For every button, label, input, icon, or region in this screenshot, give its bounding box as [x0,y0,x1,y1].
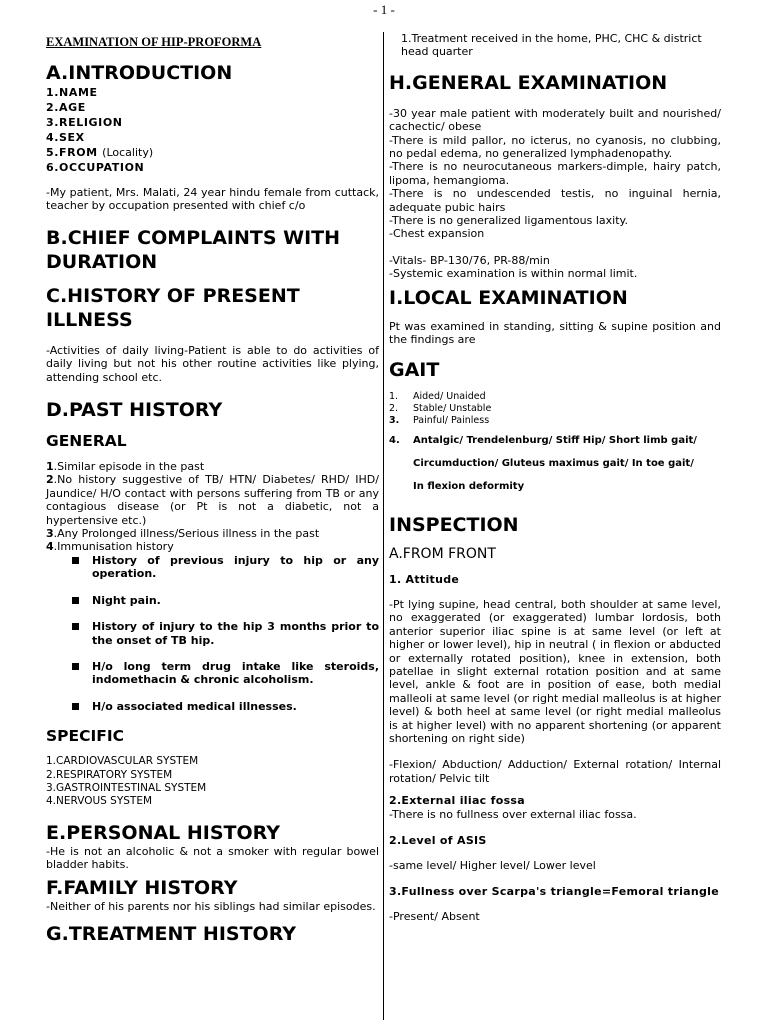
intro-item: 3.RELIGION [46,116,123,129]
gait-item: 1. Aided/ Unaided [389,390,486,402]
external-iliac-fossa-heading: 2.External iliac fossa [389,794,525,808]
exam-line: -30 year male patient with moderately built and nourished/ cachectic/ obese [389,106,721,134]
left-column [46,30,379,946]
intro-item: 4.SEX [46,131,85,144]
gait-list [389,391,721,427]
specific-item: 2.RESPIRATORY SYSTEM [46,768,173,781]
specific-item: 4.NERVOUS SYSTEM [46,795,153,808]
external-iliac-fossa-text: -There is no fullness over external iliac fossa. [389,807,637,821]
exam-line: -There is no neurocutaneous markers-dimple, hairy patch, lipoma, hemangioma. [389,160,721,187]
personal-history-text: -He is not an alcoholic & not a smoker with regular bowel bladder habits. [46,844,379,872]
present-illness-text: -Activities of daily living-Patient is able to do activities of daily living but not his other routine activities like plying, attending school etc. [46,343,379,384]
scarpa-triangle-text: -Present/ Absent [389,910,480,924]
attitude-text: -Pt lying supine, head central, both shoulder at same level, no exaggerated (or exaggerated) lumbar lordosis, both anterior superior iliac spine is at same level (or left at higher or lower level), hip in neutral ( in flexion or abducted or externally rotated position), knee in extension, both patellae in slight external rotation position and at same level, ankle & foot are in position of ease, both medial malleoli at same level (or right medial malleolus is at higher level) & both heel at same level (or right medial malleolus is at higher level) with no apparent shortening (or apparent shortening on right side) [389,597,721,745]
general-exam-lines [389,107,721,241]
square-bullet-icon [72,703,79,710]
general-item: 2.No history suggestive of TB/ HTN/ Diabetes/ RHD/ IHD/ Jaundice/ H/O contact with persons suffering from TB or any contagious disease (or Pt is not a diabetic, not a hypertensive etc.) [46,473,379,527]
vitals-text: -Vitals- BP-130/76, PR-88/min [389,253,550,267]
bullet-item: H/o long term drug intake like steroids, indomethacin & chronic alcoholism. [68,660,379,687]
square-bullet-icon [72,557,79,564]
bullet-item: H/o associated medical illnesses. [68,700,379,713]
exam-line: -There is mild pallor, no icterus, no cyanosis, no clubbing, no pedal edema, no generalized lymphadenopathy. [389,133,721,161]
scarpa-triangle-heading: 3.Fullness over Scarpa's triangle=Femoral triangle [389,884,719,898]
general-heading: GENERAL [46,432,127,451]
chief-complaints-heading: B.CHIEF COMPLAINTS WITH DURATION [46,226,341,273]
intro-text: -My patient, Mrs. Malati, 24 year hindu female from cuttack, teacher by occupation presented with chief c/o [46,186,379,213]
personal-history-heading: E.PERSONAL HISTORY [46,821,281,844]
local-examination-heading: I.LOCAL EXAMINATION [389,286,628,309]
treatment-history-heading: G.TREATMENT HISTORY [46,922,297,945]
family-history-heading: F.FAMILY HISTORY [46,876,238,899]
treatment-received-text: 1.Treatment received in the home, PHC, CHC & district head quarter [401,32,702,59]
history-bullet-list [46,554,379,713]
exam-line: -There is no generalized ligamentous laxity. [389,214,628,228]
right-column [389,30,721,924]
from-note: (Locality) [102,146,154,159]
gait-item: 3. Painful/ Painless [389,414,490,426]
intro-item: 6.OCCUPATION [46,161,145,174]
exam-line: -There is no undescended testis, no inguinal hernia, adequate pubic hairs [389,187,721,214]
gait-heading: GAIT [389,358,440,381]
square-bullet-icon [72,623,79,630]
gait-item-4: 4. Antalgic/ Trendelenburg/ Stiff Hip/ Short limb gait/ Circumduction/ Gluteus maximus gait/ In toe gait/ In flexion deformity [389,434,697,492]
specific-item: 1.CARDIOVASCULAR SYSTEM [46,755,199,768]
intro-item: 2.AGE [46,101,86,114]
introduction-heading: A.INTRODUCTION [46,62,233,84]
general-item: 1.Similar episode in the past [46,460,205,474]
intro-item: 1.NAME [46,86,98,99]
bullet-item: History of previous injury to hip or any operation. [68,554,379,581]
introduction-list [46,85,379,175]
bullet-item: Night pain. [68,594,379,607]
bullet-item: History of injury to the hip 3 months prior to the onset of TB hip. [68,620,379,647]
specific-item: 3.GASTROINTESTINAL SYSTEM [46,781,207,794]
column-divider [383,32,384,1020]
movements-text: -Flexion/ Abduction/ Adduction/ External rotation/ Internal rotation/ Pelvic tilt [389,758,721,785]
attitude-heading: 1. Attitude [389,572,460,586]
page-number: - 1 - [373,2,395,17]
asis-text: -same level/ Higher level/ Lower level [389,859,596,873]
asis-heading: 2.Level of ASIS [389,834,487,847]
general-list [46,460,379,554]
family-history-text: -Neither of his parents nor his siblings had similar episodes. [46,899,376,913]
exam-line: -Chest expansion [389,227,485,241]
intro-item: 5.FROM (Locality) [46,146,154,159]
document-title: EXAMINATION OF HIP-PROFORMA [46,35,262,49]
systemic-exam-text: -Systemic examination is within normal limit. [389,267,638,281]
local-exam-text: Pt was examined in standing, sitting & supine position and the findings are [389,319,721,347]
inspection-heading: INSPECTION [389,513,519,536]
square-bullet-icon [72,663,79,670]
specific-heading: SPECIFIC [46,727,124,746]
present-illness-heading: C.HISTORY OF PRESENT ILLNESS [46,284,300,331]
general-examination-heading: H.GENERAL EXAMINATION [389,71,668,94]
specific-list [46,755,379,809]
general-item: 3.Any Prolonged illness/Serious illness in the past [46,527,320,541]
general-item: 4.Immunisation history [46,540,174,554]
square-bullet-icon [72,597,79,604]
from-front-heading: A.FROM FRONT [389,545,496,562]
past-history-heading: D.PAST HISTORY [46,399,223,422]
gait-item: 2. Stable/ Unstable [389,402,492,414]
